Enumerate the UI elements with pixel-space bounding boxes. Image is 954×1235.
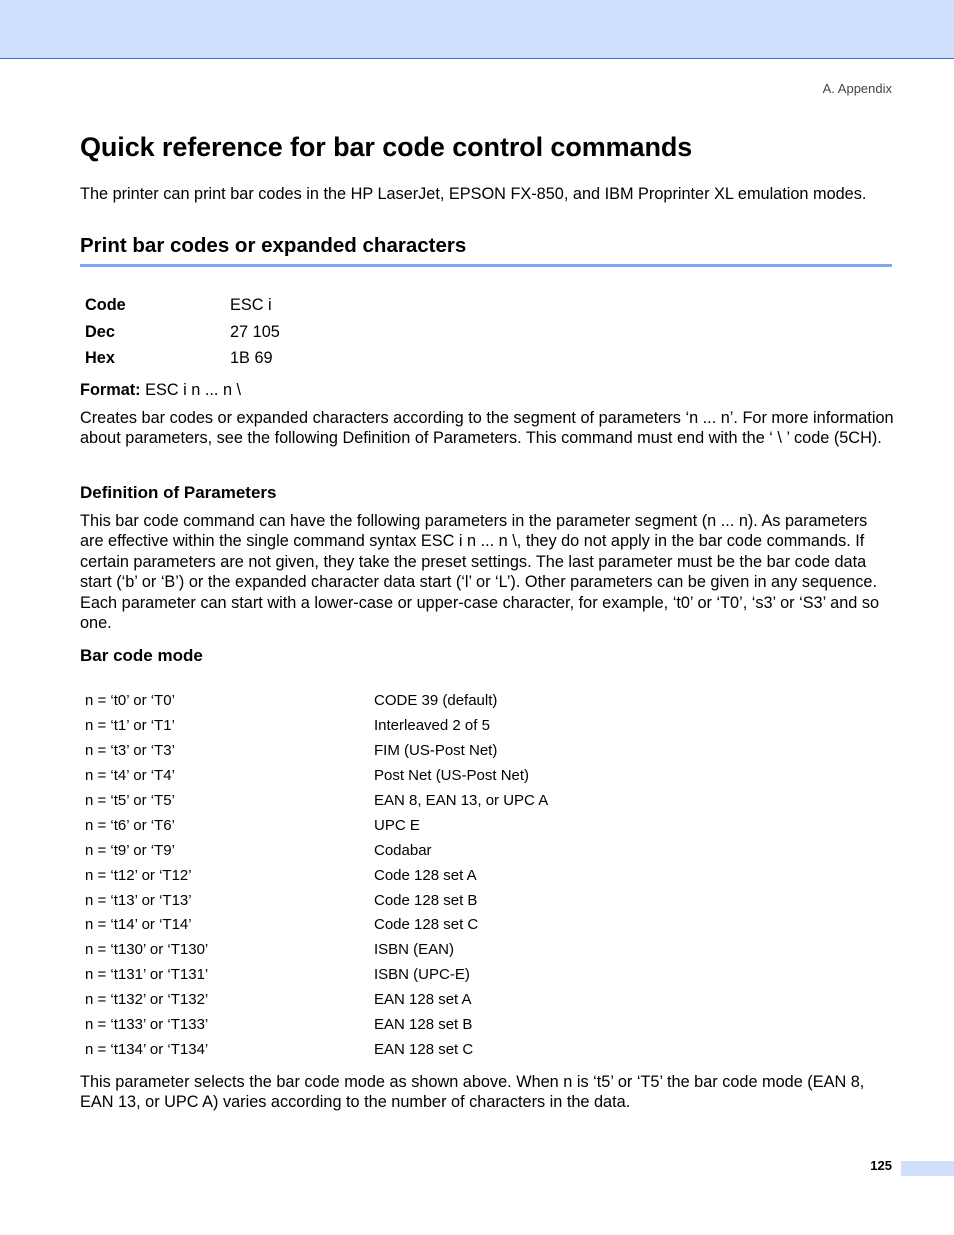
page-number: 125 xyxy=(870,1158,892,1173)
dec-label: Dec xyxy=(85,322,115,341)
mode-param: n = ‘t132’ or ‘T132’ xyxy=(85,991,209,1009)
mode-desc: FIM (US-Post Net) xyxy=(374,741,498,759)
mode-param: n = ‘t3’ or ‘T3’ xyxy=(85,741,175,759)
code-value: ESC i xyxy=(230,296,272,314)
header-band xyxy=(0,0,954,59)
mode-desc: EAN 128 set C xyxy=(374,1041,474,1059)
mode-desc: EAN 128 set B xyxy=(374,1016,473,1034)
bar-code-mode-heading: Bar code mode xyxy=(80,646,203,665)
definition-heading: Definition of Parameters xyxy=(80,483,277,502)
mode-param: n = ‘t1’ or ‘T1’ xyxy=(85,716,175,734)
dec-value: 27 105 xyxy=(230,322,280,341)
mode-desc: UPC E xyxy=(374,816,420,834)
section-heading-rule xyxy=(80,264,892,267)
bar-code-mode-note: This parameter selects the bar code mode as shown above. When n is ‘t5’ or ‘T5’ the bar code mode (EAN 8, EAN 13, or UPC A) varies according to the number of characters in the data. xyxy=(80,1073,865,1112)
mode-param: n = ‘t14’ or ‘T14’ xyxy=(85,916,192,934)
mode-param: n = ‘t12’ or ‘T12’ xyxy=(85,866,192,884)
description-paragraph: Creates bar codes or expanded characters according to the segment of parameters ‘n ... n’. For more information about parameters, see the following Definition of Parameters. This command must end with the ‘ \ ’ code (5CH). xyxy=(80,409,894,448)
mode-desc: Codabar xyxy=(374,841,432,859)
format-value: ESC i n ... n \ xyxy=(140,381,242,399)
mode-param: n = ‘t0’ or ‘T0’ xyxy=(85,692,175,709)
mode-param: n = ‘t13’ or ‘T13’ xyxy=(85,891,192,909)
chapter-label: A. Appendix xyxy=(822,81,892,96)
definition-paragraph: This bar code command can have the following parameters in the parameter segment (n ... n). As parameters are effective within the single command syntax ESC i n ... n \, they do not apply in the bar code commands. If certain parameters are not given, they take the preset settings. The last parameter must be the bar code data start (‘b’ or ‘B’) or the expanded character data start (‘l’ or ‘L’). Other parameters can be given in any sequence. Each parameter can start with a lower-case or upper-case character, for example, ‘t0’ or ‘T0’, ‘s3’ or ‘S3’ and so one. xyxy=(80,512,880,633)
hex-value: 1B 69 xyxy=(230,349,273,367)
page-title: Quick reference for bar code control commands xyxy=(80,132,693,162)
format-label: Format: xyxy=(80,381,141,399)
mode-param: n = ‘t134’ or ‘T134’ xyxy=(85,1041,209,1059)
code-label: Code xyxy=(85,296,126,314)
mode-desc: ISBN (EAN) xyxy=(374,941,455,959)
mode-param: n = ‘t5’ or ‘T5’ xyxy=(85,791,175,809)
hex-label: Hex xyxy=(85,349,115,367)
mode-param: n = ‘t131’ or ‘T131’ xyxy=(85,966,209,984)
mode-desc: Code 128 set C xyxy=(374,916,479,934)
intro-paragraph: The printer can print bar codes in the HP LaserJet, EPSON FX-850, and IBM Proprinter XL emulation modes. xyxy=(80,185,867,203)
page-number-tab xyxy=(901,1161,954,1176)
mode-param: n = ‘t130’ or ‘T130’ xyxy=(85,941,209,959)
mode-desc: CODE 39 (default) xyxy=(374,692,498,709)
mode-desc: EAN 8, EAN 13, or UPC A xyxy=(374,791,549,809)
mode-desc: Post Net (US-Post Net) xyxy=(374,766,530,784)
mode-param: n = ‘t133’ or ‘T133’ xyxy=(85,1016,209,1034)
mode-desc: EAN 128 set A xyxy=(374,991,472,1009)
mode-desc: Interleaved 2 of 5 xyxy=(374,716,490,734)
mode-param: n = ‘t4’ or ‘T4’ xyxy=(85,766,175,784)
mode-desc: Code 128 set B xyxy=(374,891,478,909)
mode-param: n = ‘t6’ or ‘T6’ xyxy=(85,816,175,834)
mode-param: n = ‘t9’ or ‘T9’ xyxy=(85,841,175,859)
format-line xyxy=(80,380,241,400)
mode-desc: Code 128 set A xyxy=(374,866,477,884)
mode-desc: ISBN (UPC-E) xyxy=(374,966,470,984)
section-heading: Print bar codes or expanded characters xyxy=(80,234,467,257)
